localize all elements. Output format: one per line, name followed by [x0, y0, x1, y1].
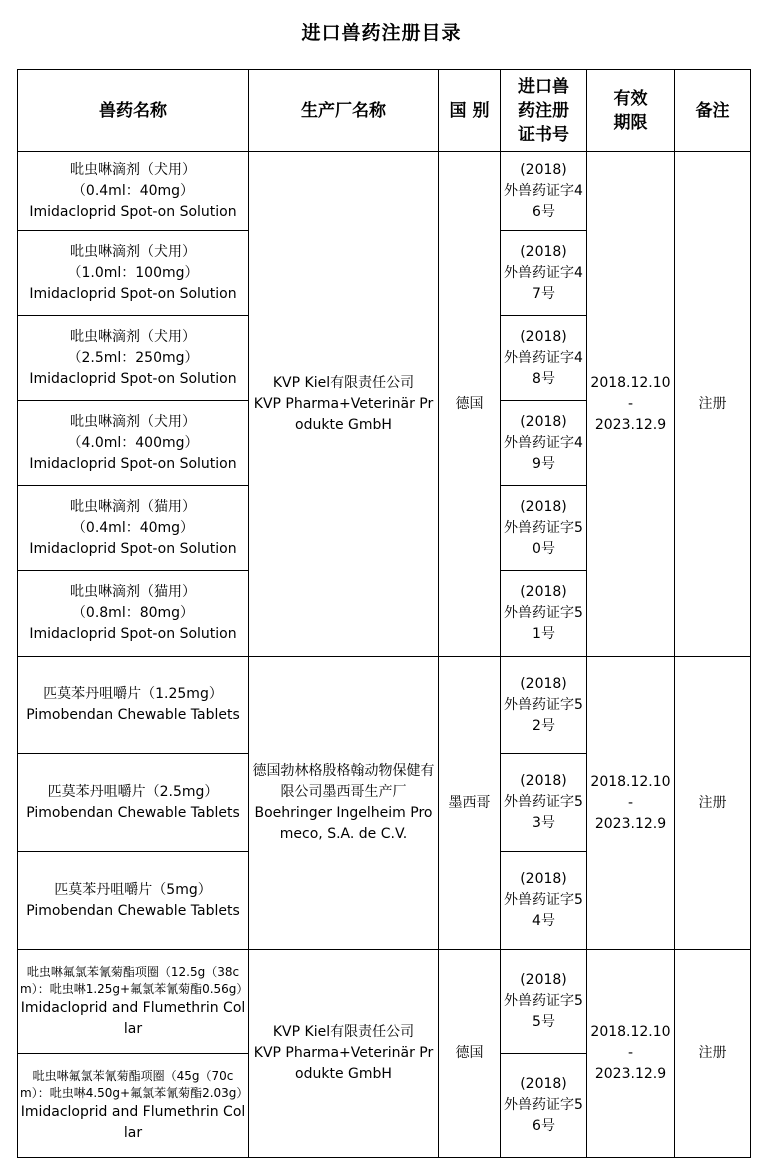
drug-name-en: Imidacloprid Spot-on Solution: [29, 540, 237, 557]
cert-year: (2018): [520, 773, 567, 789]
drug-name-cell: [18, 401, 249, 486]
cert-year: (2018): [520, 243, 567, 260]
table-row: [18, 950, 751, 1054]
drug-name-cn: 匹莫苯丹咀嚼片（2.5mg）: [47, 783, 219, 800]
drug-name-cn: 吡虫啉滴剂（犬用）: [70, 413, 196, 430]
cert-year: (2018): [520, 328, 567, 345]
manufacturer-en: KVP Pharma+Veterinär Produkte GmbH: [253, 1045, 434, 1082]
drug-name-cn: 匹莫苯丹咀嚼片（1.25mg）: [43, 686, 223, 702]
drug-spec: （0.4ml：40mg）: [71, 519, 195, 536]
drug-name-en: Pimobendan Chewable Tablets: [26, 804, 240, 821]
drug-name-cn: 吡虫啉滴剂（猫用）: [70, 584, 196, 600]
manufacturer-cell: [249, 152, 439, 657]
cert-cell: [501, 657, 587, 754]
cert-year: (2018): [520, 871, 567, 887]
country-cell: 德国: [439, 950, 501, 1158]
drug-name-cell: [18, 152, 249, 231]
drug-name-en: Pimobendan Chewable Tablets: [26, 707, 240, 723]
drug-name-cell: [18, 316, 249, 401]
manufacturer-cn: 德国勃林格殷格翰动物保健有限公司墨西哥生产厂: [252, 763, 435, 800]
drug-name-en: Imidacloprid Spot-on Solution: [29, 370, 237, 387]
manufacturer-cn: KVP Kiel有限责任公司: [272, 1024, 415, 1040]
valid-separator: -: [627, 794, 634, 811]
validity-cell: [587, 152, 675, 657]
country-cell: 墨西哥: [439, 657, 501, 950]
drug-name-en: Imidacloprid Spot-on Solution: [29, 203, 237, 220]
cert-cell: [501, 571, 587, 657]
drug-spec: （0.8ml：80mg）: [71, 605, 195, 621]
note-cell: 注册: [675, 657, 751, 950]
drug-name-en: Imidacloprid Spot-on Solution: [29, 455, 237, 472]
manufacturer-en: KVP Pharma+Veterinär Produkte GmbH: [253, 395, 434, 433]
country-cell: 德国: [439, 152, 501, 657]
table-row: [18, 152, 751, 231]
header-row: [18, 70, 751, 152]
cert-number: 外兽药证字55号: [504, 993, 583, 1030]
cert-year: (2018): [520, 675, 567, 692]
valid-start: 2018.12.10: [590, 1024, 671, 1040]
drug-name-cell: [18, 571, 249, 657]
drug-name-cell: [18, 950, 249, 1054]
drug-name-cell: [18, 486, 249, 571]
drug-name-cn: 吡虫啉滴剂（犬用）: [70, 328, 196, 345]
drug-name-cn: 吡虫啉氟氯苯氰菊酯项圈（12.5g（38cm）：吡虫啉1.25g+氟氯苯氰菊酯0.56g）: [20, 964, 249, 996]
header-validity-line-2: 期限: [613, 112, 648, 133]
header-validity: [587, 70, 675, 152]
cert-year: (2018): [520, 498, 567, 515]
header-cert-number: [501, 70, 587, 152]
drug-name-en: Imidacloprid and Flumethrin Collar: [20, 999, 246, 1037]
cert-number: 外兽药证字47号: [504, 264, 583, 302]
drug-name-cn: 吡虫啉氟氯苯氰菊酯项圈（45g（70cm）：吡虫啉4.50g+氟氯苯氰菊酯2.03g）: [20, 1068, 249, 1100]
cert-cell: [501, 401, 587, 486]
cert-number: 外兽药证字50号: [504, 519, 583, 557]
cert-year: (2018): [520, 413, 567, 430]
page-title: 进口兽药注册目录: [301, 22, 462, 44]
drug-spec: （2.5ml：250mg）: [67, 349, 199, 366]
header-validity-line-1: 有效: [613, 88, 648, 109]
drug-name-en: Imidacloprid Spot-on Solution: [29, 285, 237, 302]
cert-cell: [501, 754, 587, 852]
cert-number: 外兽药证字56号: [504, 1097, 583, 1134]
header-cert-line-3: 证书号: [518, 124, 569, 145]
validity-cell: [587, 657, 675, 950]
cert-number: 外兽药证字51号: [504, 605, 583, 642]
cert-year: (2018): [520, 161, 567, 178]
valid-separator: -: [627, 395, 634, 412]
cert-number: 外兽药证字49号: [504, 434, 583, 472]
note-cell: 注册: [675, 950, 751, 1158]
drug-name-cell: [18, 852, 249, 950]
header-drug-name: 兽药名称: [18, 70, 249, 152]
note-cell: 注册: [675, 152, 751, 657]
drug-name-cell: [18, 657, 249, 754]
header-cert-line-1: 进口兽: [518, 76, 569, 97]
drug-name-cn: 吡虫啉滴剂（猫用）: [70, 498, 196, 515]
drug-name-cn: 吡虫啉滴剂（犬用）: [70, 243, 196, 260]
drug-name-cn: 吡虫啉滴剂（犬用）: [70, 161, 196, 178]
valid-start: 2018.12.10: [590, 374, 671, 391]
valid-separator: -: [627, 1045, 634, 1061]
valid-end: 2023.12.9: [594, 1066, 667, 1082]
cert-cell: [501, 950, 587, 1054]
cert-cell: [501, 231, 587, 316]
manufacturer-cell: [249, 657, 439, 950]
cert-number: 外兽药证字46号: [504, 182, 583, 220]
valid-end: 2023.12.9: [594, 416, 667, 433]
drug-name-en: Imidacloprid Spot-on Solution: [29, 626, 237, 642]
drug-spec: （0.4ml：40mg）: [71, 182, 195, 199]
registration-table: [17, 69, 751, 1158]
cert-cell: [501, 316, 587, 401]
drug-name-en: Pimobendan Chewable Tablets: [26, 902, 240, 919]
manufacturer-en: Boehringer Ingelheim Promeco, S.A. de C.V.: [254, 805, 433, 842]
cert-cell: [501, 1054, 587, 1158]
cert-cell: [501, 152, 587, 231]
drug-name-cell: [18, 1054, 249, 1158]
header-manufacturer: 生产厂名称: [249, 70, 439, 152]
cert-number: 外兽药证字48号: [504, 349, 583, 387]
header-cert-line-2: 药注册: [518, 100, 569, 121]
drug-name-cn: 匹莫苯丹咀嚼片（5mg）: [54, 881, 212, 898]
header-note: 备注: [675, 70, 751, 152]
manufacturer-cell: [249, 950, 439, 1158]
cert-cell: [501, 852, 587, 950]
cert-year: (2018): [520, 972, 567, 988]
header-country: 国 别: [439, 70, 501, 152]
valid-end: 2023.12.9: [594, 815, 667, 832]
cert-year: (2018): [520, 1076, 567, 1092]
drug-name-en: Imidacloprid and Flumethrin Collar: [20, 1103, 246, 1141]
drug-name-cell: [18, 754, 249, 852]
cert-number: 外兽药证字53号: [504, 794, 583, 831]
drug-spec: （1.0ml：100mg）: [67, 264, 199, 281]
manufacturer-cn: KVP Kiel有限责任公司: [272, 374, 415, 391]
drug-spec: （4.0ml：400mg）: [67, 434, 199, 451]
validity-cell: [587, 950, 675, 1158]
cert-year: (2018): [520, 584, 567, 600]
drug-name-cell: [18, 231, 249, 316]
cert-number: 外兽药证字54号: [504, 892, 583, 929]
cert-number: 外兽药证字52号: [504, 696, 583, 734]
table-row: [18, 657, 751, 754]
cert-cell: [501, 486, 587, 571]
valid-start: 2018.12.10: [590, 773, 671, 790]
